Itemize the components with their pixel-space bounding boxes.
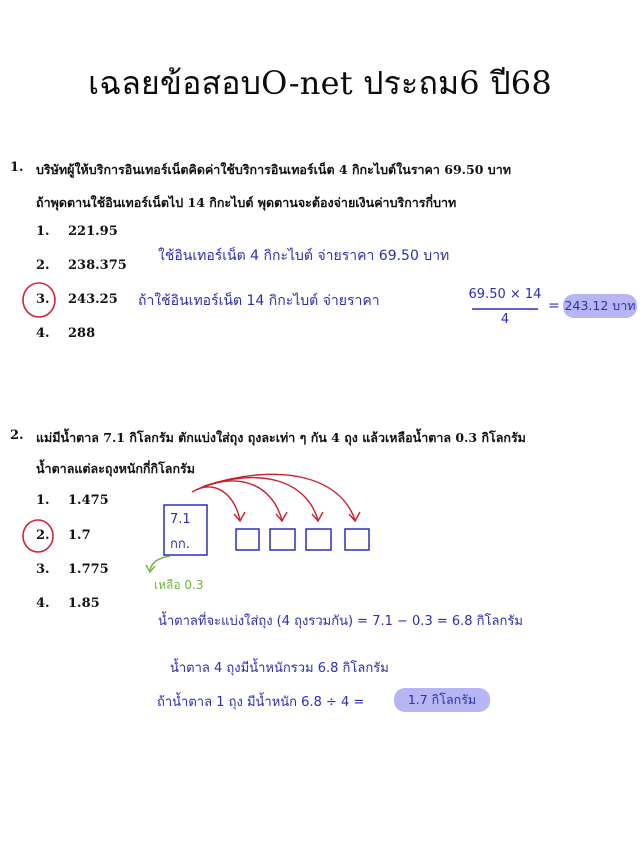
choice-number: 1.	[36, 493, 50, 508]
choice-number: 3.	[36, 292, 50, 307]
q2-work-line-3: ถ้าน้ำตาล 1 ถุง มีน้ำหนัก 6.8 ÷ 4 =	[157, 695, 365, 710]
question-1-text-line-1: บริษัทผู้ให้บริการอินเทอร์เน็ตคิดค่าใช้บริการอินเทอร์เน็ต 4 กิกะไบต์ในราคา 69.50 บาท	[36, 162, 511, 177]
q1-answer-highlight: 243.12 บาท	[563, 294, 637, 318]
choice-value: 221.95	[68, 224, 118, 239]
choice-number: 2.	[36, 258, 50, 273]
choice-value: 1.475	[68, 493, 109, 508]
q1-equals-sign: =	[548, 298, 560, 314]
choice-value: 288	[68, 326, 96, 341]
choice-number: 4.	[36, 596, 50, 611]
q2-answer-circle	[23, 520, 53, 552]
arrow-to-bag-1	[192, 487, 240, 520]
q1-answer-circle	[23, 283, 55, 317]
page-title: เฉลยข้อสอบO-net ประถม6 ปี68	[88, 64, 552, 102]
bag-1	[236, 529, 259, 550]
choice-number: 3.	[36, 562, 50, 577]
choice-value: 243.25	[68, 292, 118, 307]
arrowhead-4	[349, 512, 360, 521]
question-2-text-line-2: น้ำตาลแต่ละถุงหนักกี่กิโลกรัม	[36, 461, 195, 476]
bag-4	[345, 529, 369, 550]
question-2-text-line-1: แม่มีน้ำตาล 7.1 กิโลกรัม ตักแบ่งใส่ถุง ถุงละเท่า ๆ กัน 4 ถุง แล้วเหลือน้ำตาล 0.3 กิโลกรัม	[36, 430, 526, 445]
choice-number: 4.	[36, 326, 50, 341]
q2-box-value: 7.1	[170, 512, 191, 527]
choice-value: 1.775	[68, 562, 109, 577]
q2-box-unit: กก.	[170, 537, 190, 552]
question-1-number: 1.	[10, 160, 24, 175]
choice-number: 2.	[36, 528, 50, 543]
q1-fraction-numerator: 69.50 × 14	[468, 287, 542, 302]
question-1-text-line-2: ถ้าพุดตานใช้อินเทอร์เน็ตไป 14 กิกะไบต์ พุดตานจะต้องจ่ายเงินค่าบริการกี่บาท	[36, 195, 457, 210]
q2-work-line-2: น้ำตาล 4 ถุงมีน้ำหนักรวม 6.8 กิโลกรัม	[170, 661, 389, 676]
q1-work-line-2: ถ้าใช้อินเทอร์เน็ต 14 กิกะไบต์ จ่ายราคา	[138, 293, 380, 309]
choice-value: 238.375	[68, 258, 127, 273]
q1-fraction-denominator: 4	[500, 312, 510, 327]
bag-3	[306, 529, 331, 550]
q2-answer-highlight: 1.7 กิโลกรัม	[394, 688, 490, 712]
q2-work-line-1: น้ำตาลที่จะแบ่งใส่ถุง (4 ถุงรวมกัน) = 7.1 − 0.3 = 6.8 กิโลกรัม	[158, 614, 523, 629]
distribution-arrows	[192, 474, 360, 521]
choice-value: 1.7	[68, 528, 91, 543]
q1-work-line-1: ใช้อินเทอร์เน็ต 4 กิกะไบต์ จ่ายราคา 69.50 บาท	[158, 248, 450, 264]
question-2-number: 2.	[10, 428, 24, 443]
bag-2	[270, 529, 295, 550]
arrow-to-bag-3	[200, 478, 318, 520]
choice-number: 1.	[36, 224, 50, 239]
q2-leftover-label: เหลือ 0.3	[154, 578, 204, 592]
choice-value: 1.85	[68, 596, 100, 611]
